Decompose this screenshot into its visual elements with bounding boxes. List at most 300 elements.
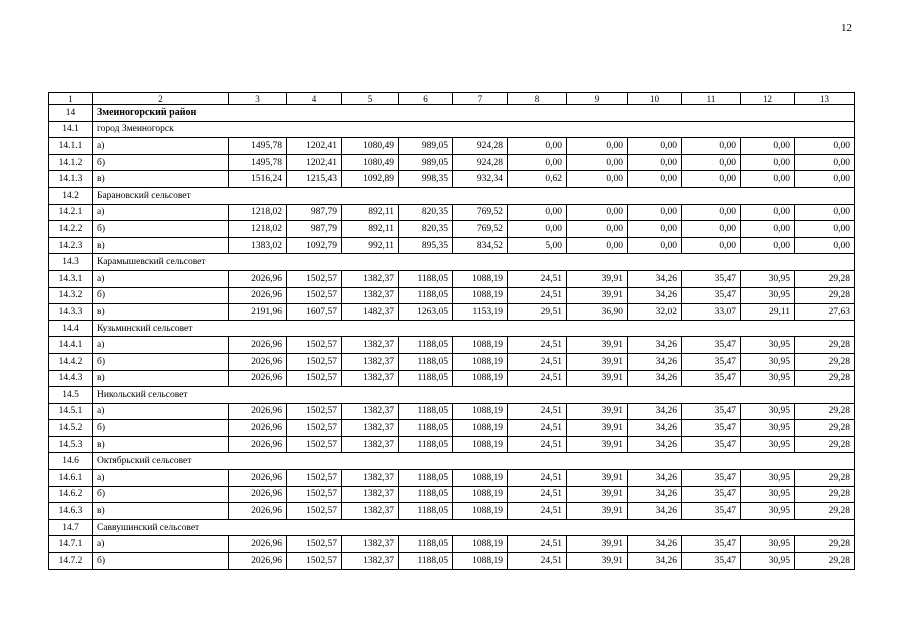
value-cell: 5,00	[508, 237, 567, 254]
header-cell: 13	[795, 93, 855, 105]
row-label: в)	[93, 436, 229, 453]
value-cell: 1382,37	[342, 353, 399, 370]
table-row	[49, 337, 855, 354]
value-cell: 1088,19	[453, 436, 508, 453]
value-cell: 0,00	[628, 221, 682, 238]
value-cell: 34,26	[628, 470, 682, 487]
table-row	[49, 470, 855, 487]
group-row	[49, 519, 855, 536]
value-cell: 29,28	[795, 287, 855, 304]
row-code: 14.4.1	[49, 337, 93, 354]
value-cell: 0,00	[682, 204, 741, 221]
value-cell: 1382,37	[342, 553, 399, 570]
value-cell: 1215,43	[287, 171, 342, 188]
value-cell: 1218,02	[229, 204, 287, 221]
header-cell: 10	[628, 93, 682, 105]
row-label: б)	[93, 154, 229, 171]
value-cell: 30,95	[741, 270, 795, 287]
row-label: б)	[93, 353, 229, 370]
value-cell: 34,26	[628, 536, 682, 553]
value-cell: 1482,37	[342, 304, 399, 321]
row-code: 14.3.3	[49, 304, 93, 321]
row-label: б)	[93, 221, 229, 238]
value-cell: 1382,37	[342, 503, 399, 520]
value-cell: 27,63	[795, 304, 855, 321]
row-label: в)	[93, 304, 229, 321]
value-cell: 1502,57	[287, 486, 342, 503]
value-cell: 39,91	[567, 403, 628, 420]
value-cell: 992,11	[342, 237, 399, 254]
header-cell: 11	[682, 93, 741, 105]
value-cell: 35,47	[682, 470, 741, 487]
value-cell: 1263,05	[399, 304, 453, 321]
row-code: 14.1.1	[49, 138, 93, 155]
value-cell: 1088,19	[453, 370, 508, 387]
value-cell: 0,00	[795, 221, 855, 238]
header-cell: 2	[93, 93, 229, 105]
table-row	[49, 553, 855, 570]
value-cell: 0,00	[508, 154, 567, 171]
value-cell: 30,95	[741, 337, 795, 354]
value-cell: 1502,57	[287, 337, 342, 354]
value-cell: 24,51	[508, 287, 567, 304]
value-cell: 29,11	[741, 304, 795, 321]
value-cell: 1495,78	[229, 154, 287, 171]
row-code: 14.6.3	[49, 503, 93, 520]
table-row	[49, 420, 855, 437]
value-cell: 1382,37	[342, 270, 399, 287]
value-cell: 30,95	[741, 287, 795, 304]
group-row	[49, 453, 855, 470]
row-label: б)	[93, 486, 229, 503]
value-cell: 1088,19	[453, 403, 508, 420]
row-code: 14.6.2	[49, 486, 93, 503]
value-cell: 35,47	[682, 486, 741, 503]
value-cell: 0,00	[508, 221, 567, 238]
value-cell: 34,26	[628, 353, 682, 370]
row-code: 14.2.2	[49, 221, 93, 238]
value-cell: 34,26	[628, 486, 682, 503]
row-label: в)	[93, 370, 229, 387]
header-cell: 12	[741, 93, 795, 105]
row-label: а)	[93, 403, 229, 420]
value-cell: 1188,05	[399, 353, 453, 370]
value-cell: 989,05	[399, 138, 453, 155]
table-row	[49, 270, 855, 287]
region-name: Змеиногорский район	[93, 105, 855, 122]
value-cell: 0,00	[682, 221, 741, 238]
value-cell: 24,51	[508, 503, 567, 520]
value-cell: 0,00	[628, 154, 682, 171]
value-cell: 0,00	[741, 221, 795, 238]
value-cell: 2026,96	[229, 553, 287, 570]
table-row	[49, 138, 855, 155]
value-cell: 35,47	[682, 270, 741, 287]
value-cell: 34,26	[628, 503, 682, 520]
value-cell: 0,00	[567, 221, 628, 238]
value-cell: 24,51	[508, 270, 567, 287]
value-cell: 1382,37	[342, 470, 399, 487]
row-label: а)	[93, 470, 229, 487]
value-cell: 30,95	[741, 503, 795, 520]
value-cell: 34,26	[628, 403, 682, 420]
value-cell: 39,91	[567, 553, 628, 570]
value-cell: 30,95	[741, 403, 795, 420]
value-cell: 29,28	[795, 536, 855, 553]
value-cell: 1088,19	[453, 287, 508, 304]
value-cell: 0,00	[682, 171, 741, 188]
value-cell: 39,91	[567, 353, 628, 370]
value-cell: 1088,19	[453, 353, 508, 370]
value-cell: 1382,37	[342, 337, 399, 354]
value-cell: 0,00	[508, 138, 567, 155]
value-cell: 1092,89	[342, 171, 399, 188]
value-cell: 0,00	[567, 138, 628, 155]
value-cell: 39,91	[567, 270, 628, 287]
value-cell: 29,28	[795, 370, 855, 387]
value-cell: 0,00	[508, 204, 567, 221]
value-cell: 39,91	[567, 436, 628, 453]
row-label: а)	[93, 138, 229, 155]
value-cell: 0,00	[628, 204, 682, 221]
table-row	[49, 536, 855, 553]
value-cell: 34,26	[628, 553, 682, 570]
value-cell: 1502,57	[287, 420, 342, 437]
value-cell: 0,00	[682, 237, 741, 254]
value-cell: 33,07	[682, 304, 741, 321]
value-cell: 2026,96	[229, 403, 287, 420]
value-cell: 0,00	[741, 171, 795, 188]
row-code: 14.7.2	[49, 553, 93, 570]
row-code: 14.6.1	[49, 470, 93, 487]
group-name: Карамышевский сельсовет	[93, 254, 855, 271]
value-cell: 1382,37	[342, 536, 399, 553]
value-cell: 29,28	[795, 470, 855, 487]
value-cell: 39,91	[567, 287, 628, 304]
value-cell: 29,28	[795, 403, 855, 420]
header-cell: 5	[342, 93, 399, 105]
value-cell: 29,28	[795, 337, 855, 354]
value-cell: 30,95	[741, 436, 795, 453]
value-cell: 39,91	[567, 486, 628, 503]
table-body	[49, 93, 855, 570]
value-cell: 30,95	[741, 370, 795, 387]
row-label: в)	[93, 503, 229, 520]
header-cell: 1	[49, 93, 93, 105]
value-cell: 0,00	[628, 171, 682, 188]
value-cell: 1088,19	[453, 270, 508, 287]
table-row	[49, 353, 855, 370]
table-row	[49, 154, 855, 171]
value-cell: 0,00	[741, 154, 795, 171]
value-cell: 2026,96	[229, 370, 287, 387]
value-cell: 1188,05	[399, 486, 453, 503]
row-label: в)	[93, 237, 229, 254]
table-row	[49, 204, 855, 221]
value-cell: 1188,05	[399, 337, 453, 354]
value-cell: 1495,78	[229, 138, 287, 155]
group-code: 14.2	[49, 187, 93, 204]
group-code: 14.5	[49, 387, 93, 404]
value-cell: 1188,05	[399, 370, 453, 387]
value-cell: 36,90	[567, 304, 628, 321]
group-name: Никольский сельсовет	[93, 387, 855, 404]
value-cell: 1188,05	[399, 470, 453, 487]
value-cell: 1188,05	[399, 503, 453, 520]
value-cell: 1382,37	[342, 403, 399, 420]
value-cell: 30,95	[741, 486, 795, 503]
value-cell: 1382,37	[342, 287, 399, 304]
value-cell: 1088,19	[453, 470, 508, 487]
value-cell: 35,47	[682, 353, 741, 370]
row-code: 14.4.3	[49, 370, 93, 387]
row-label: б)	[93, 420, 229, 437]
value-cell: 1188,05	[399, 553, 453, 570]
row-label: в)	[93, 171, 229, 188]
group-row	[49, 121, 855, 138]
group-name: Барановский сельсовет	[93, 187, 855, 204]
value-cell: 0,00	[628, 237, 682, 254]
value-cell: 0,00	[741, 138, 795, 155]
value-cell: 0,00	[795, 237, 855, 254]
value-cell: 1088,19	[453, 536, 508, 553]
group-code: 14.3	[49, 254, 93, 271]
value-cell: 987,79	[287, 204, 342, 221]
table-row	[49, 486, 855, 503]
value-cell: 35,47	[682, 403, 741, 420]
value-cell: 998,35	[399, 171, 453, 188]
row-label: а)	[93, 270, 229, 287]
value-cell: 34,26	[628, 337, 682, 354]
value-cell: 24,51	[508, 436, 567, 453]
page-number: 12	[841, 22, 852, 34]
value-cell: 1502,57	[287, 370, 342, 387]
value-cell: 1502,57	[287, 270, 342, 287]
value-cell: 39,91	[567, 503, 628, 520]
group-code: 14.6	[49, 453, 93, 470]
value-cell: 30,95	[741, 553, 795, 570]
value-cell: 24,51	[508, 403, 567, 420]
value-cell: 29,28	[795, 503, 855, 520]
value-cell: 924,28	[453, 154, 508, 171]
header-row	[49, 93, 855, 105]
value-cell: 1088,19	[453, 420, 508, 437]
value-cell: 35,47	[682, 436, 741, 453]
value-cell: 0,00	[682, 154, 741, 171]
value-cell: 1188,05	[399, 270, 453, 287]
value-cell: 769,52	[453, 221, 508, 238]
value-cell: 0,00	[741, 204, 795, 221]
value-cell: 35,47	[682, 553, 741, 570]
value-cell: 1188,05	[399, 536, 453, 553]
value-cell: 0,00	[795, 204, 855, 221]
value-cell: 1502,57	[287, 503, 342, 520]
value-cell: 39,91	[567, 536, 628, 553]
value-cell: 1382,37	[342, 370, 399, 387]
value-cell: 0,00	[628, 138, 682, 155]
group-row	[49, 254, 855, 271]
group-row	[49, 187, 855, 204]
table-row	[49, 287, 855, 304]
table-row	[49, 221, 855, 238]
value-cell: 24,51	[508, 553, 567, 570]
value-cell: 34,26	[628, 270, 682, 287]
value-cell: 1516,24	[229, 171, 287, 188]
value-cell: 820,35	[399, 221, 453, 238]
value-cell: 924,28	[453, 138, 508, 155]
value-cell: 1153,19	[453, 304, 508, 321]
value-cell: 1607,57	[287, 304, 342, 321]
value-cell: 2026,96	[229, 270, 287, 287]
group-name: Кузьминский сельсовет	[93, 320, 855, 337]
value-cell: 1502,57	[287, 436, 342, 453]
header-cell: 4	[287, 93, 342, 105]
value-cell: 1092,79	[287, 237, 342, 254]
value-cell: 35,47	[682, 337, 741, 354]
row-code: 14.5.2	[49, 420, 93, 437]
value-cell: 35,47	[682, 536, 741, 553]
value-cell: 2191,96	[229, 304, 287, 321]
header-cell: 3	[229, 93, 287, 105]
table-row	[49, 171, 855, 188]
value-cell: 24,51	[508, 536, 567, 553]
value-cell: 1382,37	[342, 420, 399, 437]
value-cell: 1502,57	[287, 403, 342, 420]
table-row	[49, 370, 855, 387]
value-cell: 32,02	[628, 304, 682, 321]
group-name: город Змеиногорск	[93, 121, 855, 138]
value-cell: 29,51	[508, 304, 567, 321]
value-cell: 1088,19	[453, 486, 508, 503]
value-cell: 932,34	[453, 171, 508, 188]
region-row	[49, 105, 855, 122]
value-cell: 0,00	[682, 138, 741, 155]
row-code: 14.1.3	[49, 171, 93, 188]
row-code: 14.3.2	[49, 287, 93, 304]
row-label: б)	[93, 287, 229, 304]
row-code: 14.3.1	[49, 270, 93, 287]
value-cell: 29,28	[795, 420, 855, 437]
table-row	[49, 436, 855, 453]
value-cell: 39,91	[567, 370, 628, 387]
value-cell: 0,00	[567, 237, 628, 254]
value-cell: 2026,96	[229, 536, 287, 553]
value-cell: 0,00	[567, 154, 628, 171]
value-cell: 769,52	[453, 204, 508, 221]
value-cell: 2026,96	[229, 337, 287, 354]
value-cell: 24,51	[508, 370, 567, 387]
value-cell: 2026,96	[229, 486, 287, 503]
table-row	[49, 237, 855, 254]
value-cell: 30,95	[741, 420, 795, 437]
header-cell: 6	[399, 93, 453, 105]
value-cell: 24,51	[508, 337, 567, 354]
value-cell: 1088,19	[453, 553, 508, 570]
value-cell: 1502,57	[287, 287, 342, 304]
value-cell: 2026,96	[229, 470, 287, 487]
value-cell: 1080,49	[342, 138, 399, 155]
group-row	[49, 320, 855, 337]
value-cell: 2026,96	[229, 287, 287, 304]
value-cell: 1502,57	[287, 353, 342, 370]
value-cell: 2026,96	[229, 503, 287, 520]
header-cell: 7	[453, 93, 508, 105]
value-cell: 2026,96	[229, 436, 287, 453]
row-code: 14.2.3	[49, 237, 93, 254]
value-cell: 34,26	[628, 420, 682, 437]
value-cell: 1383,02	[229, 237, 287, 254]
header-cell: 8	[508, 93, 567, 105]
value-cell: 0,00	[567, 171, 628, 188]
value-cell: 29,28	[795, 436, 855, 453]
row-code: 14.5.1	[49, 403, 93, 420]
value-cell: 35,47	[682, 287, 741, 304]
value-cell: 1382,37	[342, 486, 399, 503]
row-label: а)	[93, 337, 229, 354]
value-cell: 0,00	[795, 171, 855, 188]
group-code: 14.4	[49, 320, 93, 337]
value-cell: 989,05	[399, 154, 453, 171]
value-cell: 1188,05	[399, 420, 453, 437]
group-name: Октябрьский сельсовет	[93, 453, 855, 470]
value-cell: 1502,57	[287, 536, 342, 553]
value-cell: 1502,57	[287, 470, 342, 487]
value-cell: 29,28	[795, 553, 855, 570]
value-cell: 39,91	[567, 470, 628, 487]
value-cell: 1202,41	[287, 154, 342, 171]
value-cell: 1502,57	[287, 553, 342, 570]
value-cell: 29,28	[795, 353, 855, 370]
value-cell: 34,26	[628, 287, 682, 304]
value-cell: 24,51	[508, 486, 567, 503]
value-cell: 34,26	[628, 436, 682, 453]
value-cell: 24,51	[508, 353, 567, 370]
row-label: б)	[93, 553, 229, 570]
value-cell: 892,11	[342, 221, 399, 238]
value-cell: 24,51	[508, 470, 567, 487]
group-row	[49, 387, 855, 404]
group-name: Саввушинский сельсовет	[93, 519, 855, 536]
table-row	[49, 304, 855, 321]
value-cell: 24,51	[508, 420, 567, 437]
row-label: а)	[93, 536, 229, 553]
value-cell: 30,95	[741, 353, 795, 370]
row-code: 14.5.3	[49, 436, 93, 453]
value-cell: 1080,49	[342, 154, 399, 171]
value-cell: 1188,05	[399, 403, 453, 420]
value-cell: 1382,37	[342, 436, 399, 453]
data-table	[48, 92, 855, 570]
row-code: 14.4.2	[49, 353, 93, 370]
value-cell: 1188,05	[399, 436, 453, 453]
value-cell: 34,26	[628, 370, 682, 387]
value-cell: 2026,96	[229, 420, 287, 437]
row-code: 14.2.1	[49, 204, 93, 221]
value-cell: 1088,19	[453, 503, 508, 520]
region-code: 14	[49, 105, 93, 122]
value-cell: 30,95	[741, 536, 795, 553]
row-code: 14.1.2	[49, 154, 93, 171]
group-code: 14.7	[49, 519, 93, 536]
value-cell: 1088,19	[453, 337, 508, 354]
value-cell: 29,28	[795, 270, 855, 287]
value-cell: 2026,96	[229, 353, 287, 370]
value-cell: 0,62	[508, 171, 567, 188]
table-row	[49, 403, 855, 420]
value-cell: 30,95	[741, 470, 795, 487]
row-label: а)	[93, 204, 229, 221]
value-cell: 1218,02	[229, 221, 287, 238]
